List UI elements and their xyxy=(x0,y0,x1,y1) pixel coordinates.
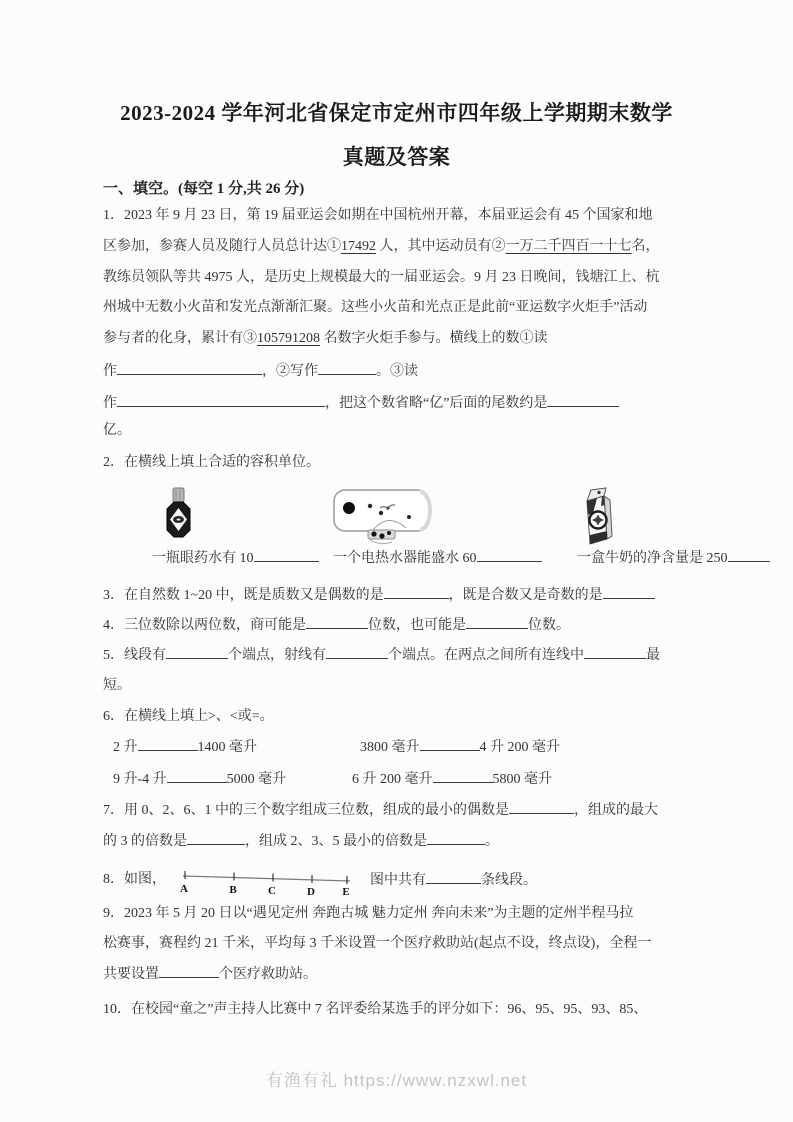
q9-line2-text: 松赛事，赛程约 21 千米，平均每 3 千米设置一个医疗救助站(起点不设，终点设)，全程一 xyxy=(103,936,652,951)
q4-text-c: 位数。 xyxy=(528,618,570,633)
footer-watermark: 有渔有礼 https://www.nzxwl.net xyxy=(265,1071,528,1090)
q1-underlined-number-2: 一万二千四百一十七 xyxy=(505,239,632,254)
q7-line2-text-b: ，组成 2、3、5 最小的倍数是 xyxy=(245,834,427,849)
q6-row2 xyxy=(113,769,552,790)
q1-line2-text-c: 名， xyxy=(631,239,660,254)
answer-blank xyxy=(426,870,481,884)
q8-text-c: 条线段。 xyxy=(481,873,537,888)
q1-line6-text-b: ，②写作 xyxy=(262,364,318,379)
q1-line1-text: 1．2023 年 9 月 23 日，第 19 届亚运会如期在中国杭州开幕，本届亚运会有 45 个国家和地 xyxy=(103,208,653,223)
q3-text-a: 3．在自然数 1~20 中，既是质数又是偶数的是 xyxy=(103,588,384,603)
answer-blank xyxy=(420,737,480,751)
q2-heading-text: 2．在横线上填上合适的容积单位。 xyxy=(103,455,320,470)
segment-line xyxy=(183,876,350,881)
q2-caption1-text: 一瓶眼药水有 10 xyxy=(152,551,254,566)
section1-heading: 一、填空。(每空 1 分,共 26 分) xyxy=(103,181,305,197)
page-title-line2: 真题及答案 xyxy=(342,145,451,169)
q5-text-d: 最 xyxy=(646,648,660,663)
answer-blank xyxy=(167,769,227,783)
page-title-line1: 2023-2024 学年河北省保定市定州市四年级上学期期末数学 xyxy=(120,101,673,125)
water-heater-image xyxy=(332,486,434,546)
q2-caption3 xyxy=(577,548,770,569)
answer-blank xyxy=(306,615,368,629)
point-label-b: B xyxy=(229,884,237,896)
q6-row1 xyxy=(113,737,560,758)
q9-line1 xyxy=(103,904,633,924)
q4-text-b: 位数，也可能是 xyxy=(368,618,466,633)
point-label-e: E xyxy=(342,886,350,896)
q1-line7 xyxy=(103,393,619,414)
q5-text-b: 个端点，射线有 xyxy=(228,648,326,663)
q6-r2c1-text-b: 5000 毫升 xyxy=(226,772,287,787)
q1-line3 xyxy=(103,268,660,288)
q7-line2-text-a: 的 3 的倍数是 xyxy=(103,834,187,849)
answer-blank xyxy=(547,393,619,407)
q3-line xyxy=(103,585,655,606)
q2-caption3-text: 一盒牛奶的净含量是 250 xyxy=(577,551,728,566)
q2-caption1 xyxy=(152,548,319,569)
answer-blank xyxy=(728,548,770,562)
q5-line2 xyxy=(103,676,131,696)
q1-underlined-number-1: 17492 xyxy=(341,239,376,254)
q1-line8-text: 亿。 xyxy=(103,423,131,438)
q10-line1-text: 10．在校园“童之”声主持人比赛中 7 名评委给某选手的评分如下：96、95、95、93、85、 xyxy=(103,1002,648,1017)
answer-blank xyxy=(117,393,325,407)
q9-line1-text: 9．2023 年 5 月 20 日以“遇见定州 奔跑古城 魅力定州 奔向未来”为主题的定州半程马拉 xyxy=(103,906,634,921)
q1-line5 xyxy=(103,329,548,349)
heater-dial xyxy=(343,502,355,514)
answer-blank xyxy=(318,361,376,375)
answer-blank xyxy=(138,737,198,751)
answer-blank xyxy=(159,964,219,978)
point-label-d: D xyxy=(307,886,315,896)
q4-line xyxy=(103,615,570,636)
answer-blank xyxy=(384,585,449,599)
q9-line3-text-a: 共要设置 xyxy=(103,967,159,982)
answer-blank xyxy=(509,800,574,814)
q1-line2-text-a: 区参加，参赛人员及随行人员总计达① xyxy=(103,239,341,254)
q6-r2c2-text-b: 5800 毫升 xyxy=(492,772,552,787)
q9-line3 xyxy=(103,964,317,985)
q7-line1 xyxy=(103,800,658,821)
answer-blank xyxy=(433,769,493,783)
q1-line2 xyxy=(103,237,660,257)
q1-line7-text-b: ，把这个数省略“亿”后面的尾数约是 xyxy=(325,396,548,411)
q8-line xyxy=(103,870,537,890)
q1-underlined-number-3: 105791208 xyxy=(257,331,320,346)
q8-text-a: 8．如图， xyxy=(103,872,166,887)
point-label-c: C xyxy=(268,885,276,896)
q2-heading xyxy=(103,453,320,473)
answer-blank xyxy=(466,615,528,629)
answer-blank xyxy=(187,831,245,845)
milk-carton-image xyxy=(577,486,617,548)
q7-line1-text-a: 7．用 0、2、6、1 中的三个数字组成三位数，组成的最小的偶数是 xyxy=(103,803,509,818)
q7-line1-text-b: ，组成的最大 xyxy=(574,803,658,818)
q2-caption2 xyxy=(333,548,542,569)
q1-line5-text-b: 名数字火炬手参与。横线上的数①读 xyxy=(320,331,548,346)
answer-blank xyxy=(477,548,542,562)
q6-heading xyxy=(103,707,274,727)
answer-blank xyxy=(584,645,646,659)
q7-line2-text-c: 。 xyxy=(485,834,499,849)
q2-caption2-text: 一个电热水器能盛水 60 xyxy=(333,551,477,566)
answer-blank xyxy=(427,831,485,845)
q6-r1c1-text-b: 1400 毫升 xyxy=(197,740,257,755)
q1-line4 xyxy=(103,298,647,318)
q1-line8 xyxy=(103,421,131,441)
q1-line2-text-b: 人，其中运动员有② xyxy=(376,239,506,254)
q6-r1c1 xyxy=(113,740,257,755)
q6-r1c1-text-a: 2 升 xyxy=(113,740,138,755)
bottle-cap xyxy=(173,488,184,502)
q1-line6-text-a: 作 xyxy=(103,364,117,379)
q10-line1 xyxy=(103,1000,647,1020)
eye-drops-bottle-image xyxy=(159,486,197,544)
q7-line2 xyxy=(103,831,499,852)
q4-text-a: 4．三位数除以两位数，商可能是 xyxy=(103,618,306,633)
q6-r1c2 xyxy=(360,737,560,758)
q6-r1c2-text-b: 4 升 200 毫升 xyxy=(479,740,560,755)
q6-r2c2 xyxy=(352,769,552,790)
q5-text-a: 5．线段有 xyxy=(103,648,166,663)
q5-text-c: 个端点。在两点之间所有连线中 xyxy=(388,648,584,663)
answer-blank xyxy=(254,548,319,562)
q1-line7-text-a: 作 xyxy=(103,396,117,411)
q1-line4-text: 州城中无数小火苗和发光点渐渐汇聚。这些小火苗和光点正是此前“亚运数字火炬手”活动 xyxy=(103,300,648,315)
q1-line6-text-c: 。③读 xyxy=(376,364,418,379)
q6-heading-text: 6．在横线上填上>、<或=。 xyxy=(103,709,274,724)
q1-line5-text-a: 参与者的化身，累计有③ xyxy=(103,331,257,346)
q1-line3-text: 教练员领队等共 4975 人，是历史上规模最大的一届亚运会。9 月 23 日晚间，钱塘江上、杭 xyxy=(103,270,660,285)
answer-blank xyxy=(326,645,388,659)
q6-r2c2-text-a: 6 升 200 毫升 xyxy=(352,772,433,787)
q9-line2 xyxy=(103,934,651,954)
q8-tail xyxy=(370,870,537,891)
q3-text-b: ，既是合数又是奇数的是 xyxy=(448,588,603,603)
q5-line1 xyxy=(103,645,660,666)
q9-line3-text-b: 个医疗救助站。 xyxy=(219,967,317,982)
point-label-a: A xyxy=(180,883,188,895)
q1-line6 xyxy=(103,361,418,382)
q5-text-e: 短。 xyxy=(103,678,131,693)
q6-r2c1 xyxy=(113,772,286,787)
q6-r1c2-text-a: 3800 毫升 xyxy=(360,740,420,755)
q6-r2c1-text-a: 9 升-4 升 xyxy=(113,772,167,787)
q8-line-segment-diagram xyxy=(180,864,355,896)
answer-blank xyxy=(117,361,262,375)
q1-line1 xyxy=(103,206,653,226)
answer-blank xyxy=(603,585,655,599)
answer-blank xyxy=(166,645,228,659)
q8-text-b: 图中共有 xyxy=(370,873,426,888)
